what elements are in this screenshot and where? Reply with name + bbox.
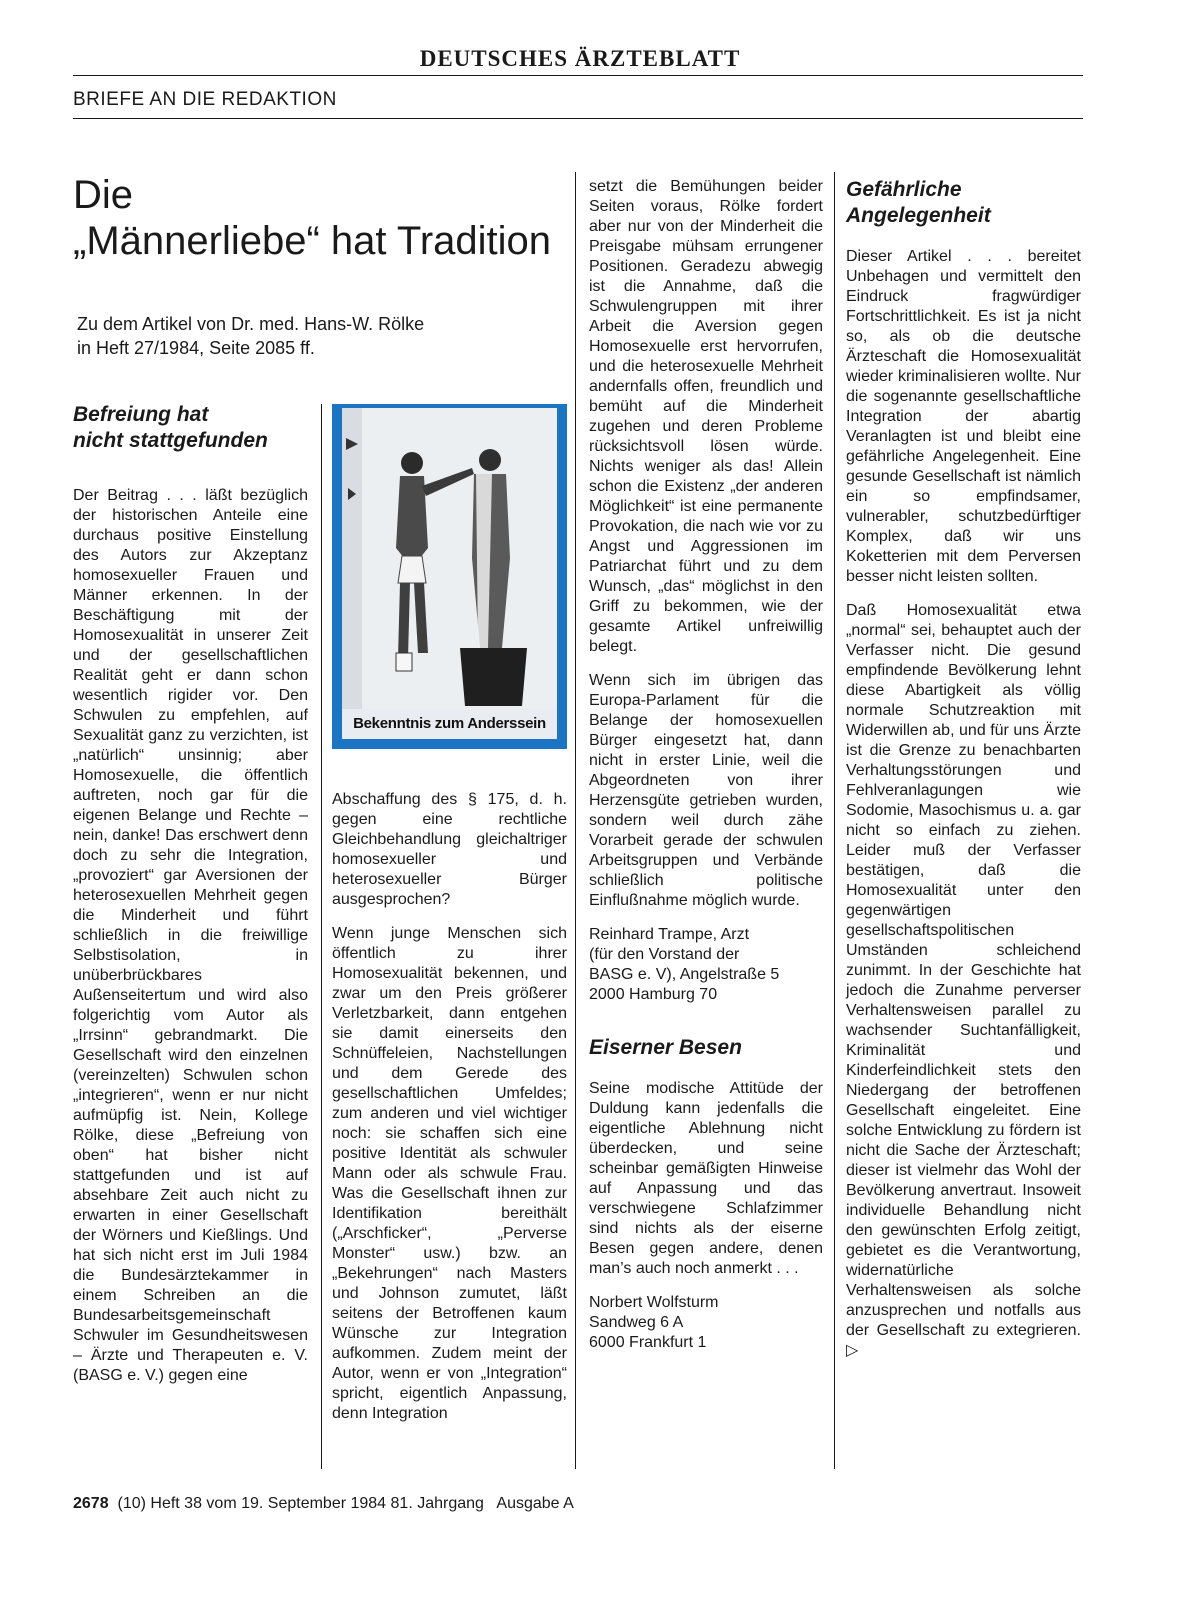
subhead <box>77 312 547 360</box>
letter3-paragraph-2 <box>846 601 1081 1361</box>
section-title: BRIEFE AN DIE REDAKTION <box>73 89 337 110</box>
issue-info: (10) Heft 38 vom 19. September 1984 81. Jahrgang <box>117 1495 484 1512</box>
letter1-heading-line-1: Befreiung hat <box>73 403 209 426</box>
poster-caption: Bekenntnis zum Anderssein <box>342 709 557 739</box>
letter3-heading-line-1: Gefährliche <box>846 178 962 201</box>
letter3-paragraph-2-text: Daß Homosexualität etwa „normal“ sei, behauptet auch der Verfasser nicht. Die gesund empfindende Bevölkerung lehnt diese Abartigkeit als völlig normale Schutzreaktion mit Widerwillen ab, und für uns Ärzte ist die Grenze zu benachbarten Verhaltungsstörungen und Fehlveranlagungen wie Sodomie, Masochismus u. a. gar nicht so einfach zu ziehen. Leider muß der Verfasser bestätigen, daß die Homosexualität unter den gegenwärtigen gesellschaftspolitischen Umständen schleichend zunimmt. In der Geschichte hat jedoch die Zunahme perverser Verhaltensweisen parallel zu wachsender Suchtanfälligkeit, Kriminalität und Kinderfeindlichkeit stets den Niedergang der betroffenen Gesellschaft eingeleitet. Eine solche Entwicklung zu fördern ist nicht die Sache der Ärzteschaft; dieser ist vielmehr das Wohl der Bevölkerung anvertraut. Insoweit individuelle Behandlung nicht den gewünschten Erfolg zeitigt, gebietet es die Verantwortung, widernatürliche Verhaltensweisen als solche anzusprechen und notfalls aus der Gesellschaft zu extegrieren. <box>846 602 1081 1339</box>
masthead: DEUTSCHES ÄRZTEBLATT <box>419 46 741 71</box>
signature-line: Sandweg 6 A <box>589 1314 684 1331</box>
headline <box>73 172 593 264</box>
triangle-right-icon: ▷ <box>846 1342 859 1359</box>
subhead-line-1: Zu dem Artikel von Dr. med. Hans-W. Rölke <box>77 314 425 334</box>
column-divider-2 <box>575 172 576 1469</box>
letter2-heading: Eiserner Besen <box>589 1036 742 1059</box>
signature-line: Reinhard Trampe, Arzt <box>589 926 750 943</box>
subhead-line-2: in Heft 27/1984, Seite 2085 ff. <box>77 338 315 358</box>
letter1-heading-line-2: nicht stattgefunden <box>73 429 268 452</box>
letter1-heading <box>73 402 308 454</box>
column-divider-3 <box>834 172 835 1469</box>
headline-line-2: „Männerliebe“ hat Tradition <box>73 219 552 263</box>
letter2-body: Seine modische Attitüde der Duldung kann jedenfalls die eigentliche Ablehnung nicht überdecken, und seine scheinbar gemäßigten Hinweise auf Anpassung und das verschwiegene Schlafzimmer sind nichts als der eiserne Besen gegen andere, denen man’s auch noch anmerkt . . . <box>589 1080 823 1277</box>
letter1-continuation-1: Abschaffung des § 175, d. h. gegen eine rechtliche Gleichbehandlung gleichaltriger homosexueller und heterosexueller Bürger ausgesprochen? <box>332 791 567 908</box>
column-4 <box>846 177 1081 1361</box>
letter1-signature <box>589 925 823 1005</box>
page-number: 2678 <box>73 1495 109 1512</box>
signature-line: BASG e. V), Angelstraße 5 <box>589 966 780 983</box>
edition-label: Ausgabe A <box>496 1495 574 1512</box>
column-1 <box>73 402 308 1386</box>
letter1-continuation-2: Wenn junge Menschen sich öffentlich zu ihrer Homosexualität bekennen, und zwar um den Preis größerer Verletzbarkeit, dann entgehen sie damit einerseits den Schnüffeleien, Nachstellungen und dem Gerede des gesellschaftlichen Umfeldes; zum anderen und viel wichtiger noch: sie schaffen sich eine positive Identität als schwuler Mann oder als schwule Frau. Was die Gesellschaft ihnen zur Identifikation bereithält („Arschficker“, „Perverse Monster“ usw.) bzw. an „Bekehrungen“ nach Masters und Johnson zumutet, läßt seitens der Betroffenen kaum Wünsche zur Integration aufkommen. Zudem meint der Autor, wenn er von „Integration“ spricht, eigentlich Anpassung, denn Integration <box>332 925 567 1422</box>
column-3 <box>589 177 823 1353</box>
footer <box>73 1495 574 1513</box>
letter3-paragraph-1: Dieser Artikel . . . bereitet Unbehagen und vermittelt den Eindruck fragwürdiger Fortschrittlichkeit. Es ist ja nicht so, als ob die deutsche Ärzteschaft die Homosexualität wieder kriminalisieren wollte. Nur die sogenannte gesellschaftliche Integration der abartig Veranlagten ist und bleibt eine gefährliche Angelegenheit. Eine gesunde Gesellschaft ist nämlich ein so empfindsamer, vulnerabler, schutzbedürftiger Komplex, daß wir uns Koketterien mit dem Perversen besser nicht leisten sollten. <box>846 248 1081 585</box>
headline-line-1: Die <box>73 173 134 217</box>
letter1-body: Der Beitrag . . . läßt bezüglich der historischen Anteile eine durchaus positive Einstellung des Autors zur Akzeptanz homosexueller Frauen und Männer erkennen. In der Beschäftigung mit der Homosexualität in unserer Zeit und der gesellschaftlichen Realität geht er dann schon wesentlich rigider vor. Den Schwulen zu empfehlen, auf Sexualität ganz zu verzichten, ist „natürlich“ unsinnig; aber Homosexuelle, die öffentlich auftreten, noch gar für die eigenen Belange und Rechte – nein, danke! Das erschwert denn doch zu sehr die Integration, „provoziert“ gar Aversionen der heterosexuellen Mehrheit gegen die Minderheit und führt schließlich in die freiwillige Selbstisolation, in unüberbrückbares Außenseitertum und wird also folgerichtig vom Autor als „Irrsinn“ gebrandmarkt. Die Gesellschaft wird den einzelnen (vereinzelten) Schwulen schon „integrieren“, wenn er nur nicht aufmüpfig ist. Nein, Kollege Rölke, diese „Befreiung von oben“ hat bisher nicht stattgefunden und ist auf absehbare Zeit auch nicht zu erwarten in einer Gesellschaft der Wörners und Kießlings. Und hat sich nicht erst im Juli 1984 die Bundesärztekammer in einem Schreiben an die Bundesarbeitsgemeinschaft Schwuler im Gesundheitswesen – Ärzte und Therapeuten e. V. (BASG e. V.) gegen eine <box>73 487 308 1384</box>
signature-line: Norbert Wolfsturm <box>589 1294 719 1311</box>
signature-line: 6000 Frankfurt 1 <box>589 1334 707 1351</box>
poster-image <box>332 404 567 749</box>
poster-photo <box>342 408 557 714</box>
masthead-rule <box>73 75 1083 76</box>
shower-scene-illustration <box>342 408 557 714</box>
signature-line: 2000 Hamburg 70 <box>589 986 718 1003</box>
column-2 <box>332 790 567 1424</box>
column-divider-1 <box>321 404 322 1469</box>
signature-line: (für den Vorstand der <box>589 946 740 963</box>
letter3-heading <box>846 177 1081 229</box>
letter3-heading-line-2: Angelegenheit <box>846 204 991 227</box>
letter1-continuation-4: Wenn sich im übrigen das Europa-Parlament für die Belange der homosexuellen Bürger eingesetzt hat, dann nicht in erster Linie, weil die Abgeordneten von ihrer Herzensgüte getrieben wurden, sondern weil durch zähe Vorarbeit gerade der schwulen Arbeitsgruppen und Verbände schließlich politische Einflußnahme möglich wurde. <box>589 672 823 909</box>
letter2-signature <box>589 1293 823 1353</box>
section-rule <box>73 118 1083 119</box>
letter1-continuation-3: setzt die Bemühungen beider Seiten voraus, Rölke fordert aber nur von der Minderheit die Preisgabe mühsam errungener Positionen. Geradezu abwegig ist die Annahme, daß die Schwulengruppen mit ihrer Arbeit die Aversion gegen Homosexuelle erst hervorrufen, und die heterosexuelle Mehrheit andernfalls offen, freundlich und bemüht auf die Minderheit zugehen und deren Probleme rücksichtsvoll lösen würde. Nichts weniger als das! Allein schon die Existenz „der anderen Möglichkeit“ ist eine permanente Provokation, die nach wie vor zu Angst und Aggressionen im Patriarchat führt und zu dem Wunsch, „das“ möglichst in den Griff zu bekommen, wie der gesamte Artikel unfreiwillig belegt. <box>589 178 823 655</box>
